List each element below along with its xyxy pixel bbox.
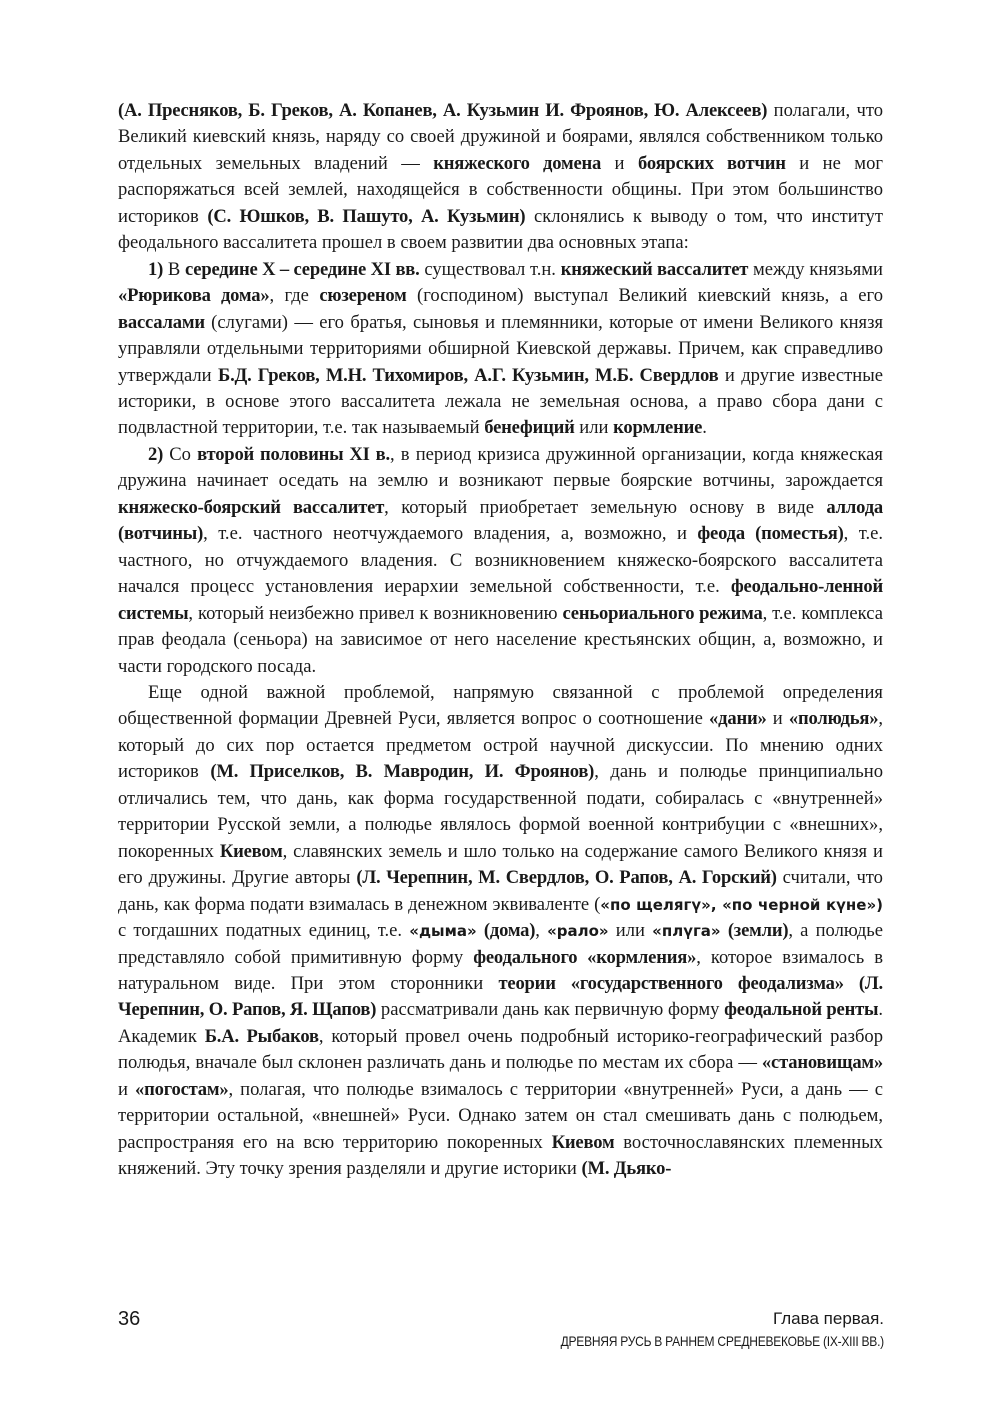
paragraph-intro: [118, 98, 883, 257]
text-run: и: [766, 708, 789, 730]
text-run: существовал т.н.: [419, 258, 561, 280]
text-run: , славянских земель и шло только на содержание самого Великого князя и его дружины. Другие авторы: [118, 840, 883, 889]
bold-term: теории «государственного феодализма» (Л. Черепнин, О. Рапов, Я. Щапов): [118, 972, 883, 1021]
text-run: между князьями: [748, 258, 883, 280]
text-run: , т.е. частного неотчуждаемого владения, а, возможно, и: [203, 523, 698, 545]
text-run: , т.е. комплекса прав феодала (сеньора) на зависимое от него население крестьянских общин, а, возможно, и части городского посада.: [118, 602, 883, 677]
text-run: и не мог распоряжаться всей землей, находящейся в собственности общины. При этом большинство историков: [118, 152, 884, 227]
bold-term: середине X – середине XI вв.: [185, 258, 420, 280]
old-russian-term: «по щелягү», «по черной күне»): [600, 895, 883, 914]
text-run: (слугами) — его братья, сыновья и племянники, которые от имени Великого князя управляли отдельными территориями обширной Киевской державы. Причем, как справедливо утверждали: [118, 311, 883, 386]
text-run: полагали, что Великий киевский князь, наряду со своей дружиной и боярами, являлся собственником только отдельных земельных владений —: [118, 100, 883, 174]
text-run: .: [702, 417, 707, 439]
text-run: и другие известные историки, в основе этого вассалитета лежала не земельная основа, а право сбора дани с подвластной территории, т.е. так называемый: [118, 364, 883, 439]
text-run: [477, 920, 484, 941]
bold-term: (Л. Черепнин, М. Свердлов, О. Рапов, А. Горский): [356, 867, 777, 889]
text-run: [721, 920, 728, 941]
paragraph-stage-2: [118, 442, 883, 680]
bold-term: 2): [148, 443, 164, 465]
text-run: , который до сих пор остается предметом острой научной дискуссии. По мнению одних историков: [118, 708, 883, 783]
text-run: или: [608, 920, 653, 942]
running-footer: [508, 1308, 884, 1352]
bold-term: второй половины XI в.: [197, 443, 390, 465]
text-run: восточнославянских племенных княжений. Эту точку зрения разделяли и другие историки: [118, 1131, 883, 1180]
text-run: (господином) выступал Великий киевский князь, а его: [406, 285, 884, 307]
bold-term: (М. Приселков, В. Мавродин, И. Фроянов): [210, 761, 595, 783]
bold-term: (С. Юшков, В. Пашуто, А. Кузьмин): [207, 205, 526, 227]
bold-term: Киевом: [551, 1131, 615, 1153]
text-run: Еще одной важной проблемой, напрямую связанной с проблемой определения общественной формации Древней Руси, является вопрос о соотношение: [118, 681, 883, 730]
bold-term: кормление: [613, 417, 703, 439]
text-run: склонялись к выводу о том, что институт феодального вассалитета прошел в своем развитии два основных этапа:: [118, 205, 883, 254]
chapter-subtitle: ДРЕВНЯЯ РУСЬ В РАННЕМ СРЕДНЕВЕКОВЬЕ (IX-XIII ВВ.): [560, 1333, 884, 1349]
text-run: , дань и полюдье принципиально отличались тем, что дань, как форма государственной подати, собиралась с «внутренней» территории Русской земли, а полюдье являлось формой военной контрибуции с «внешних», покоренных: [118, 761, 883, 862]
paragraph-stage-1: [118, 257, 883, 442]
text-run: Со: [163, 443, 198, 465]
bold-term: сеньориального режима: [562, 602, 763, 624]
text-run: , в период кризиса дружинной организации, когда княжеская дружина начинает оседать на землю и возникают первые боярские вотчины, зарождается: [118, 443, 883, 492]
bold-term: 1): [148, 258, 164, 280]
old-russian-term: «дыма»: [409, 922, 477, 941]
bold-term: (А. Пресняков, Б. Греков, А. Копанев, А. Кузьмин И. Фроянов, Ю. Алексеев): [118, 100, 768, 121]
bold-term: боярских вотчин: [637, 152, 786, 174]
paragraph-tribute: [118, 680, 883, 1183]
old-russian-term: «плүга»: [652, 922, 721, 941]
bold-term: Киевом: [219, 840, 283, 862]
bold-term: Б.А. Рыбаков: [204, 1025, 319, 1047]
bold-term: феодальной ренты: [724, 999, 879, 1021]
page-number: 36: [118, 1308, 141, 1330]
bold-term: «полюдья»: [788, 708, 879, 730]
text-run: . Академик: [118, 999, 883, 1047]
text-run: , который приобретает земельную основу в виде: [384, 496, 827, 518]
bold-term: «Рюрикова дома»: [118, 285, 270, 307]
bold-term: сюзереном: [319, 285, 407, 307]
bold-term: (дома): [483, 920, 536, 942]
bold-term: бенефиций: [484, 417, 575, 439]
text-run: и: [601, 152, 638, 174]
bold-term: феодально-ленной системы: [118, 576, 883, 624]
text-run: с тогдашних податных единиц, т.е.: [118, 920, 410, 942]
text-run: , а полюдье представляло собой примитивную форму: [118, 920, 884, 968]
bold-term: (земли): [727, 920, 789, 942]
text-run: , который неизбежно привел к возникновению: [188, 602, 563, 624]
bold-term: княжеского домена: [433, 152, 602, 174]
bold-term: Б.Д. Греков, М.Н. Тихомиров, А.Г. Кузьмин, М.Б. Свердлов: [218, 364, 719, 386]
text-run: и: [118, 1078, 135, 1100]
text-run: , т.е. частного, но отчуждаемого владения. С возникновением княжеско-боярского вассалитета начался процесс установления иерархии земельной собственности, т.е.: [118, 523, 884, 598]
bold-term: «погостам»: [135, 1078, 229, 1100]
bold-term: княжеско-боярский вассалитет: [118, 496, 385, 518]
bold-term: вассалами: [118, 311, 205, 333]
text-run: ,: [535, 920, 548, 942]
body-text: [118, 98, 883, 1183]
text-run: , полагая, что полюдье взималось с территории «внутренней» Руси, а дань — с территории остальной, «внешней» Руси. Однако затем он стал смешивать дань с полюдьем, распространяя его на всю территорию покоренных: [118, 1078, 883, 1153]
text-run: , который провел очень подробный историко-географический разбор полюдья, вначале был склонен различать дань и полюдье по местам их сбора —: [118, 1025, 884, 1074]
bold-term: «дани»: [709, 708, 767, 730]
text-run: , где: [269, 285, 320, 307]
text-run: рассматривали дань как первичную форму: [376, 999, 725, 1021]
text-run: В: [163, 258, 185, 280]
text-run: или: [574, 417, 614, 439]
chapter-title: Глава первая.: [773, 1309, 884, 1328]
bold-term: «становищам»: [761, 1052, 883, 1074]
bold-term: княжеский вассалитет: [560, 258, 749, 280]
text-run: , которое взималось в натуральном виде. При этом сторонники: [118, 946, 884, 994]
old-russian-term: «рало»: [547, 922, 609, 941]
text-run: считали, что дань, как форма подати взималась в денежном эквиваленте (: [118, 867, 883, 915]
bold-term: феода (поместья): [697, 523, 844, 545]
bold-term: феодального «кормления»: [473, 946, 697, 968]
bold-term: аллода (вотчины): [118, 496, 883, 545]
bold-term: (М. Дьяко-: [581, 1158, 672, 1180]
